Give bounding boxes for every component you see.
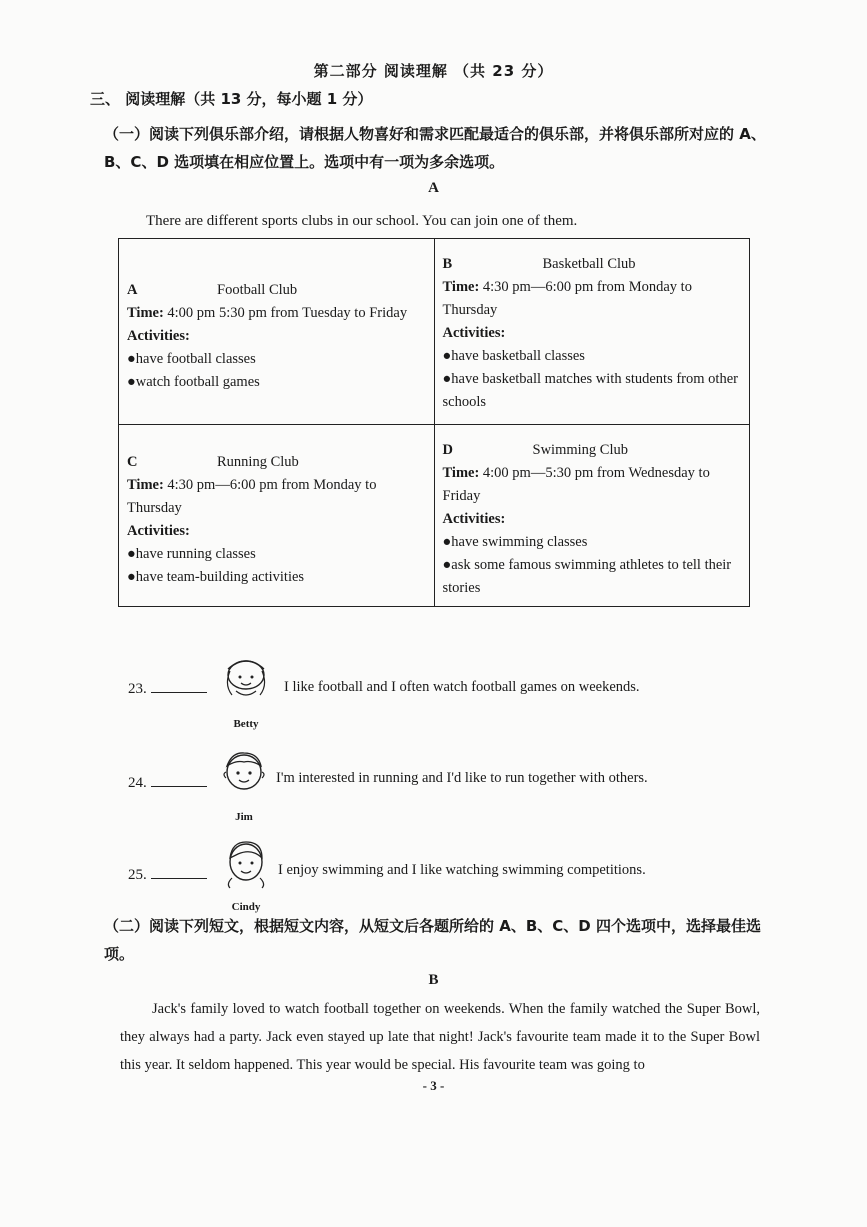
club-letter: A	[127, 282, 138, 298]
person-name: Cindy	[231, 901, 261, 913]
page-number: - 3 -	[422, 1078, 445, 1093]
time-label: Time:	[442, 465, 480, 481]
activities-label: Activities:	[127, 328, 190, 344]
passage-letter-a: A	[428, 180, 439, 196]
person-name: Betty	[233, 718, 259, 730]
club-cell-b	[434, 239, 750, 425]
activities-label: Activities:	[442, 325, 506, 341]
question-statement: I enjoy swimming and I like watching swimming competitions.	[278, 862, 646, 878]
avatar	[218, 838, 274, 913]
question-statement: I like football and I often watch football games on weekends.	[284, 679, 640, 695]
section-title: 三、 阅读理解（共 13 分，每小题 1 分）	[90, 90, 373, 108]
time-label: Time:	[442, 279, 480, 295]
passage-intro: There are different sports clubs in our school. You can join one of them.	[146, 213, 578, 229]
activity-item: ●have swimming classes	[442, 534, 588, 550]
club-time: 4:30 pm—6:00 pm from Monday to Thursday	[442, 279, 692, 318]
club-name: Swimming Club	[532, 442, 628, 458]
activity-item: ●have football classes	[127, 351, 256, 367]
club-letter: D	[442, 442, 453, 458]
question-number: 24.	[128, 775, 147, 791]
question-25-number-row	[128, 866, 207, 884]
club-name: Basketball Club	[542, 256, 636, 272]
question-number: 25.	[128, 867, 147, 883]
question-statement: I'm interested in running and I'd like to run together with others.	[276, 770, 648, 786]
passage-b-text: Jack's family loved to watch football together on weekends. When the family watched the Super Bowl, they always had a party. Jack even stayed up late that night! Jack's favourite team made it to the Super Bowl this year. It seldom happened. This year would be special. His favourite team was going to	[120, 1001, 760, 1073]
girl-face-icon	[218, 655, 274, 713]
club-letter: B	[442, 256, 453, 272]
activities-label: Activities:	[442, 511, 506, 527]
club-cell-a	[119, 239, 435, 425]
club-time: 4:00 pm 5:30 pm from Tuesday to Friday	[167, 305, 408, 321]
club-name: Running Club	[217, 454, 299, 470]
part2-instruction: （二）阅读下列短文，根据短文内容，从短文后各题所给的 A、B、C、D 四个选项中，选择最佳选项。	[104, 917, 761, 963]
question-number: 23.	[128, 681, 147, 697]
activities-label: Activities:	[127, 523, 190, 539]
time-label: Time:	[127, 477, 164, 493]
passage-letter-b: B	[428, 972, 439, 988]
activity-item: ●have running classes	[127, 546, 256, 562]
club-cell-d	[434, 425, 750, 607]
girl-face-icon	[218, 838, 274, 896]
answer-blank[interactable]	[151, 680, 207, 693]
question-23-number-row	[128, 680, 207, 698]
time-label: Time:	[127, 305, 164, 321]
clubs-table	[118, 238, 750, 607]
person-name: Jim	[235, 811, 253, 823]
question-24-number-row	[128, 774, 207, 792]
club-letter: C	[127, 454, 138, 470]
activity-item: ●have basketball classes	[442, 348, 585, 364]
activity-item: ●ask some famous swimming athletes to tell their stories	[442, 557, 732, 596]
activity-item: ●watch football games	[127, 374, 260, 390]
answer-blank[interactable]	[151, 866, 207, 879]
avatar	[218, 655, 274, 730]
answer-blank[interactable]	[151, 774, 207, 787]
avatar	[216, 748, 272, 823]
boy-face-icon	[216, 748, 272, 806]
club-time: 4:00 pm—5:30 pm from Wednesday to Friday	[442, 465, 710, 504]
activity-item: ●have basketball matches with students from other schools	[442, 371, 738, 410]
club-time: 4:30 pm—6:00 pm from Monday to Thursday	[127, 477, 377, 516]
part-title: 第二部分 阅读理解 （共 23 分）	[313, 62, 554, 80]
part1-instruction: （一）阅读下列俱乐部介绍，请根据人物喜好和需求匹配最适合的俱乐部，并将俱乐部所对应的 A、B、C、D 选项填在相应位置上。选项中有一项为多余选项。	[104, 125, 766, 171]
club-name: Football Club	[217, 282, 298, 298]
activity-item: ●have team-building activities	[127, 569, 305, 585]
club-cell-c	[119, 425, 435, 607]
